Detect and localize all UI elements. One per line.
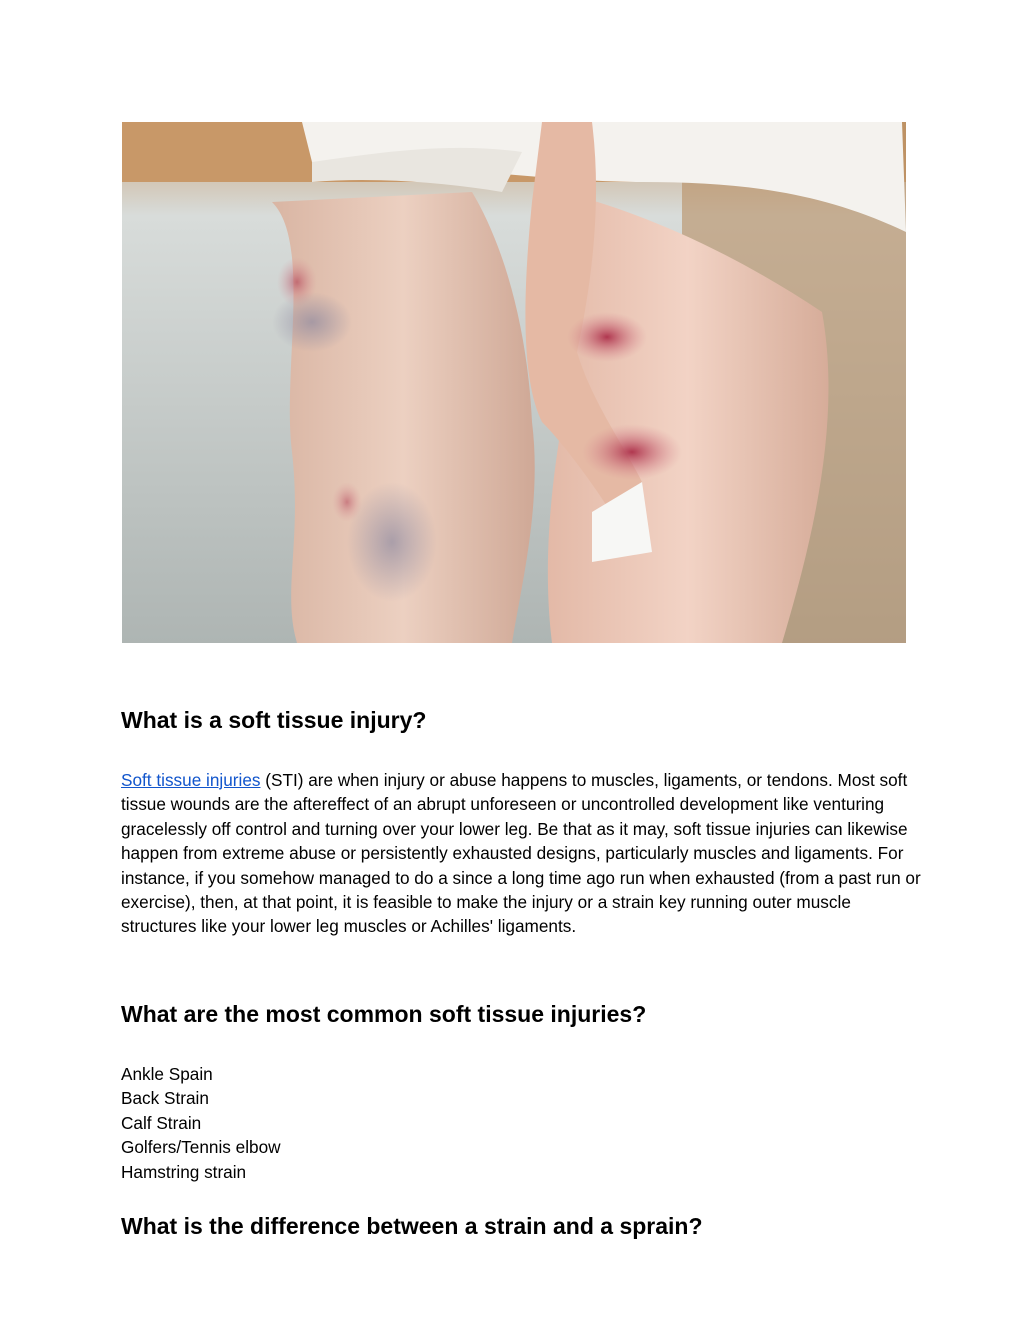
section-heading-what-is: What is a soft tissue injury? [121,707,427,733]
list-item: Hamstring strain [121,1161,247,1182]
section-heading-strain-vs-sprain: What is the difference between a strain and a sprain? [121,1213,703,1239]
list-item: Golfers/Tennis elbow [121,1137,281,1158]
list-item: Back Strain [121,1088,209,1109]
intro-paragraph [121,768,921,939]
hero-photo [122,122,906,643]
section-heading-common-injuries: What are the most common soft tissue injuries? [121,1001,647,1027]
soft-tissue-injuries-link[interactable]: Soft tissue injuries [121,770,261,790]
knee-scrape-photo-icon [122,122,906,643]
injury-list [121,1062,281,1184]
list-item: Calf Strain [121,1112,202,1133]
intro-paragraph-text: (STI) are when injury or abuse happens to muscles, ligaments, or tendons. Most soft tissue wounds are the aftereffect of an abrupt unforeseen or uncontrolled development like venturing gracelessly off control and turning over your lower leg. Be that as it may, soft tissue injuries can likewise happen from extreme abuse or persistently exhausted designs, particularly muscles and ligaments. For instance, if you somehow managed to do a since a long time ago run when exhausted (from a past run or exercise), then, at that point, it is feasible to make the injury or a strain key running outer muscle structures like your lower leg muscles or Achilles' ligaments. [121,770,921,937]
list-item: Ankle Spain [121,1064,213,1084]
